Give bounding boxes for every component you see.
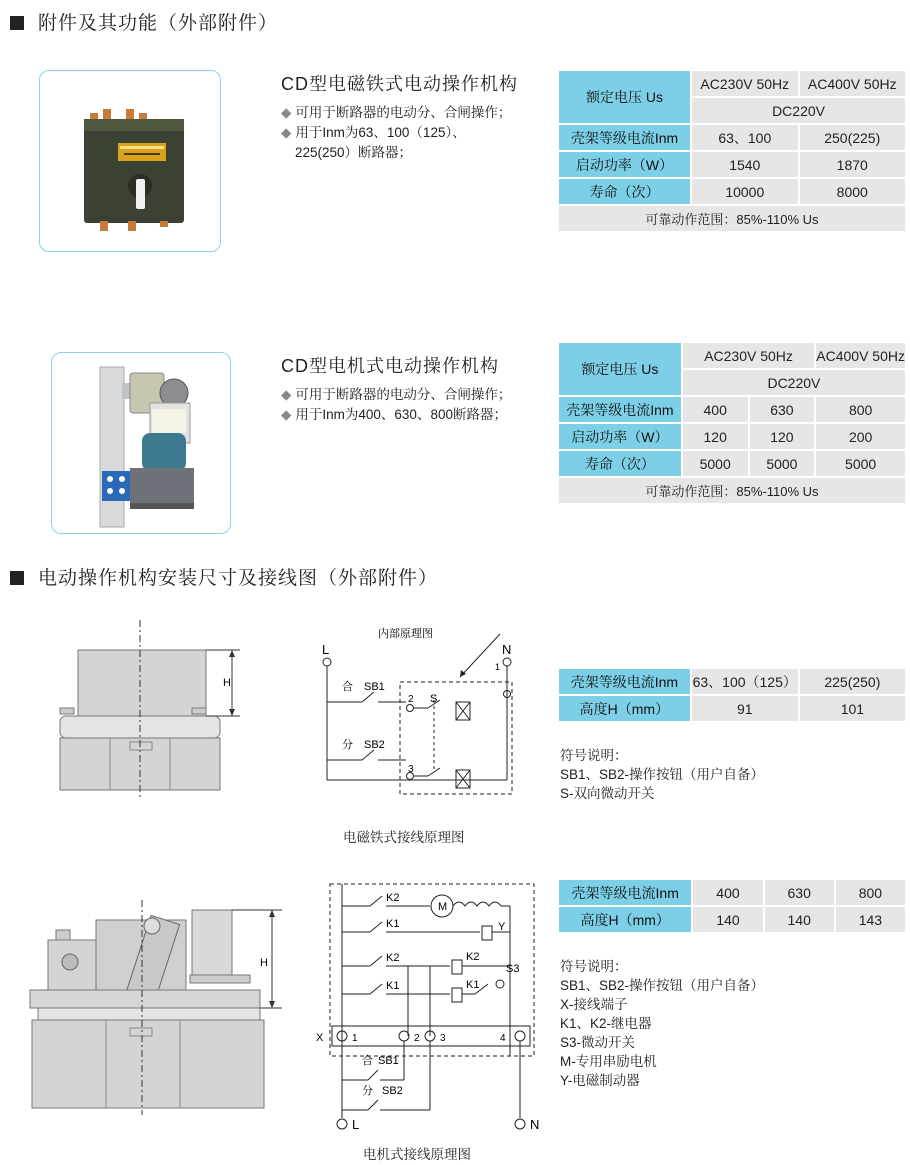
sb2-label: SB2: [364, 739, 385, 751]
cell: 630: [750, 397, 815, 422]
product2-bullet-2: ◆ 用于Inm为400、630、800断路器；: [281, 407, 507, 422]
sb1-label: SB1: [364, 681, 385, 693]
legend-title: 符号说明：: [560, 959, 628, 974]
electromagnet-height-table: [557, 667, 907, 723]
terminal-l-label: L: [352, 1117, 360, 1132]
voltage-ac230: AC230V 50Hz: [692, 71, 797, 96]
product1-bullet-2: ◆ 用于Inm为63、100（125）、: [281, 125, 466, 140]
row-label-frame-current: 壳架等级电流Inm: [559, 669, 690, 694]
terminal-2-label: 2: [414, 1033, 420, 1044]
cell: 225(250): [800, 669, 905, 694]
product1-photo-frame: [39, 70, 221, 252]
cell: 5000: [750, 451, 815, 476]
k2-label: K2: [386, 892, 400, 904]
brake-y-label: Y: [498, 921, 506, 933]
cell: 140: [693, 907, 762, 932]
k1-label: K1: [386, 980, 400, 992]
product1-bullet-3: 225(250）断路器；: [295, 145, 413, 160]
diamond-bullet-icon: ◆: [281, 125, 292, 140]
cell: 8000: [800, 179, 906, 204]
cell: 120: [750, 424, 815, 449]
cell: 101: [800, 696, 905, 721]
open-label: 分: [342, 739, 353, 751]
terminal-1-label: 1: [352, 1033, 358, 1044]
legend-item: SB1、SB2-操作按钮（用户自备）: [560, 978, 765, 993]
terminal-x-label: X: [316, 1032, 324, 1044]
product2-title: CD型电机式电动操作机构: [281, 356, 499, 376]
cell: 5000: [816, 451, 905, 476]
node-2-label: 2: [408, 694, 414, 705]
cell: 63、100（125）: [692, 669, 798, 694]
terminal-4-label: 4: [500, 1033, 506, 1044]
cell: 140: [765, 907, 834, 932]
callout-internal-diagram: 内部原理图: [378, 628, 433, 640]
diamond-bullet-icon: ◆: [281, 387, 292, 402]
motor-legend: [560, 957, 764, 1090]
electromagnet-wiring-diagram: [310, 622, 530, 802]
k1-label: K1: [386, 918, 400, 930]
product1-bullet-1: ◆ 可用于断路器的电动分、合闸操作；: [281, 105, 512, 120]
legend-item: SB1、SB2-操作按钮（用户自备）: [560, 767, 765, 782]
motor-wiring-caption: 电机式接线原理图: [363, 1147, 471, 1162]
k2-label: K2: [386, 952, 400, 964]
row-label-start-power: 启动功率（W）: [559, 152, 690, 177]
legend-item: S3-微动开关: [560, 1035, 636, 1050]
electromagnet-wiring-caption: 电磁铁式接线原理图: [343, 830, 465, 845]
diamond-bullet-icon: ◆: [281, 407, 292, 422]
motor-dimension-drawing: [20, 900, 290, 1120]
cell: 120: [683, 424, 748, 449]
product1-spec-table: [557, 69, 907, 233]
cell: 91: [692, 696, 798, 721]
motor-height-table: [557, 878, 907, 934]
cell: 1540: [692, 152, 797, 177]
section-title-accessories: 附件及其功能（外部附件）: [10, 8, 278, 35]
cell: 800: [836, 880, 905, 905]
diamond-bullet-icon: ◆: [281, 105, 292, 120]
cell: 630: [765, 880, 834, 905]
cell: 143: [836, 907, 905, 932]
row-label-lifetime: 寿命（次）: [559, 179, 690, 204]
sb1-label: SB1: [378, 1055, 399, 1067]
open-label: 分: [362, 1085, 373, 1097]
node-1-label: 1: [495, 662, 501, 672]
electromagnet-operator-image: [40, 71, 220, 251]
cell: 5000: [683, 451, 748, 476]
product2-spec-table: [557, 341, 907, 505]
legend-item: X-接线端子: [560, 997, 628, 1012]
rated-voltage-label: 额定电压 Us: [559, 343, 681, 395]
k1-coil-label: K1: [466, 979, 480, 991]
legend-item: M-专用串励电机: [560, 1054, 657, 1069]
product2-bullet-1: ◆ 可用于断路器的电动分、合闸操作；: [281, 387, 512, 402]
motor-wiring-diagram: [310, 880, 540, 1135]
terminal-n-label: N: [530, 1117, 540, 1132]
terminal-n-label: N: [502, 642, 512, 657]
row-label-height: 高度H（mm）: [559, 696, 690, 721]
cell: 400: [693, 880, 762, 905]
product2-photo-frame: [51, 352, 231, 534]
cell: 200: [816, 424, 905, 449]
voltage-dc220: DC220V: [692, 98, 905, 123]
sb2-label: SB2: [382, 1085, 403, 1097]
legend-item: Y-电磁制动器: [560, 1073, 640, 1088]
section-title-installation: 电动操作机构安装尺寸及接线图（外部附件）: [10, 563, 438, 590]
row-label-height: 高度H（mm）: [559, 907, 691, 932]
switch-s-label: S: [430, 693, 438, 705]
legend-item: S-双向微动开关: [560, 786, 655, 801]
terminal-3-label: 3: [440, 1033, 446, 1044]
s3-label: S3: [506, 963, 520, 975]
row-label-frame-current: 壳架等级电流Inm: [559, 125, 690, 150]
cell: 1870: [800, 152, 906, 177]
rated-voltage-label: 额定电压 Us: [559, 71, 690, 123]
cell: 400: [683, 397, 748, 422]
voltage-ac230: AC230V 50Hz: [683, 343, 814, 368]
electromagnet-legend: [560, 746, 764, 803]
voltage-ac400: AC400V 50Hz: [816, 343, 905, 368]
close-label: 合: [342, 681, 353, 693]
cell: 800: [816, 397, 905, 422]
row-label-start-power: 启动功率（W）: [559, 424, 681, 449]
legend-item: K1、K2-继电器: [560, 1016, 652, 1031]
square-bullet-icon: [10, 571, 24, 585]
product1-title: CD型电磁铁式电动操作机构: [281, 74, 518, 94]
product1-bullets: [281, 103, 511, 163]
voltage-ac400: AC400V 50Hz: [800, 71, 906, 96]
electromagnet-dimension-drawing: [40, 620, 280, 820]
motor-m-label: M: [438, 901, 448, 913]
dim-label-h: H: [223, 677, 231, 689]
voltage-dc220: DC220V: [683, 370, 905, 395]
cell: 10000: [692, 179, 797, 204]
terminal-l-label: L: [322, 642, 330, 657]
dim-label-h: H: [260, 957, 268, 969]
close-label: 合: [362, 1055, 373, 1067]
cell: 63、100: [692, 125, 797, 150]
row-label-frame-current: 壳架等级电流Inm: [559, 880, 691, 905]
row-label-frame-current: 壳架等级电流Inm: [559, 397, 681, 422]
k2-coil-label: K2: [466, 951, 480, 963]
operating-range-note: 可靠动作范围：85%-110% Us: [559, 478, 905, 503]
motor-operator-image: [52, 353, 230, 533]
row-label-lifetime: 寿命（次）: [559, 451, 681, 476]
product2-bullets: [281, 385, 511, 425]
cell: 250(225): [800, 125, 906, 150]
node-3-label: 3: [408, 764, 414, 775]
legend-title: 符号说明：: [560, 748, 628, 763]
operating-range-note: 可靠动作范围：85%-110% Us: [559, 206, 905, 231]
square-bullet-icon: [10, 16, 24, 30]
